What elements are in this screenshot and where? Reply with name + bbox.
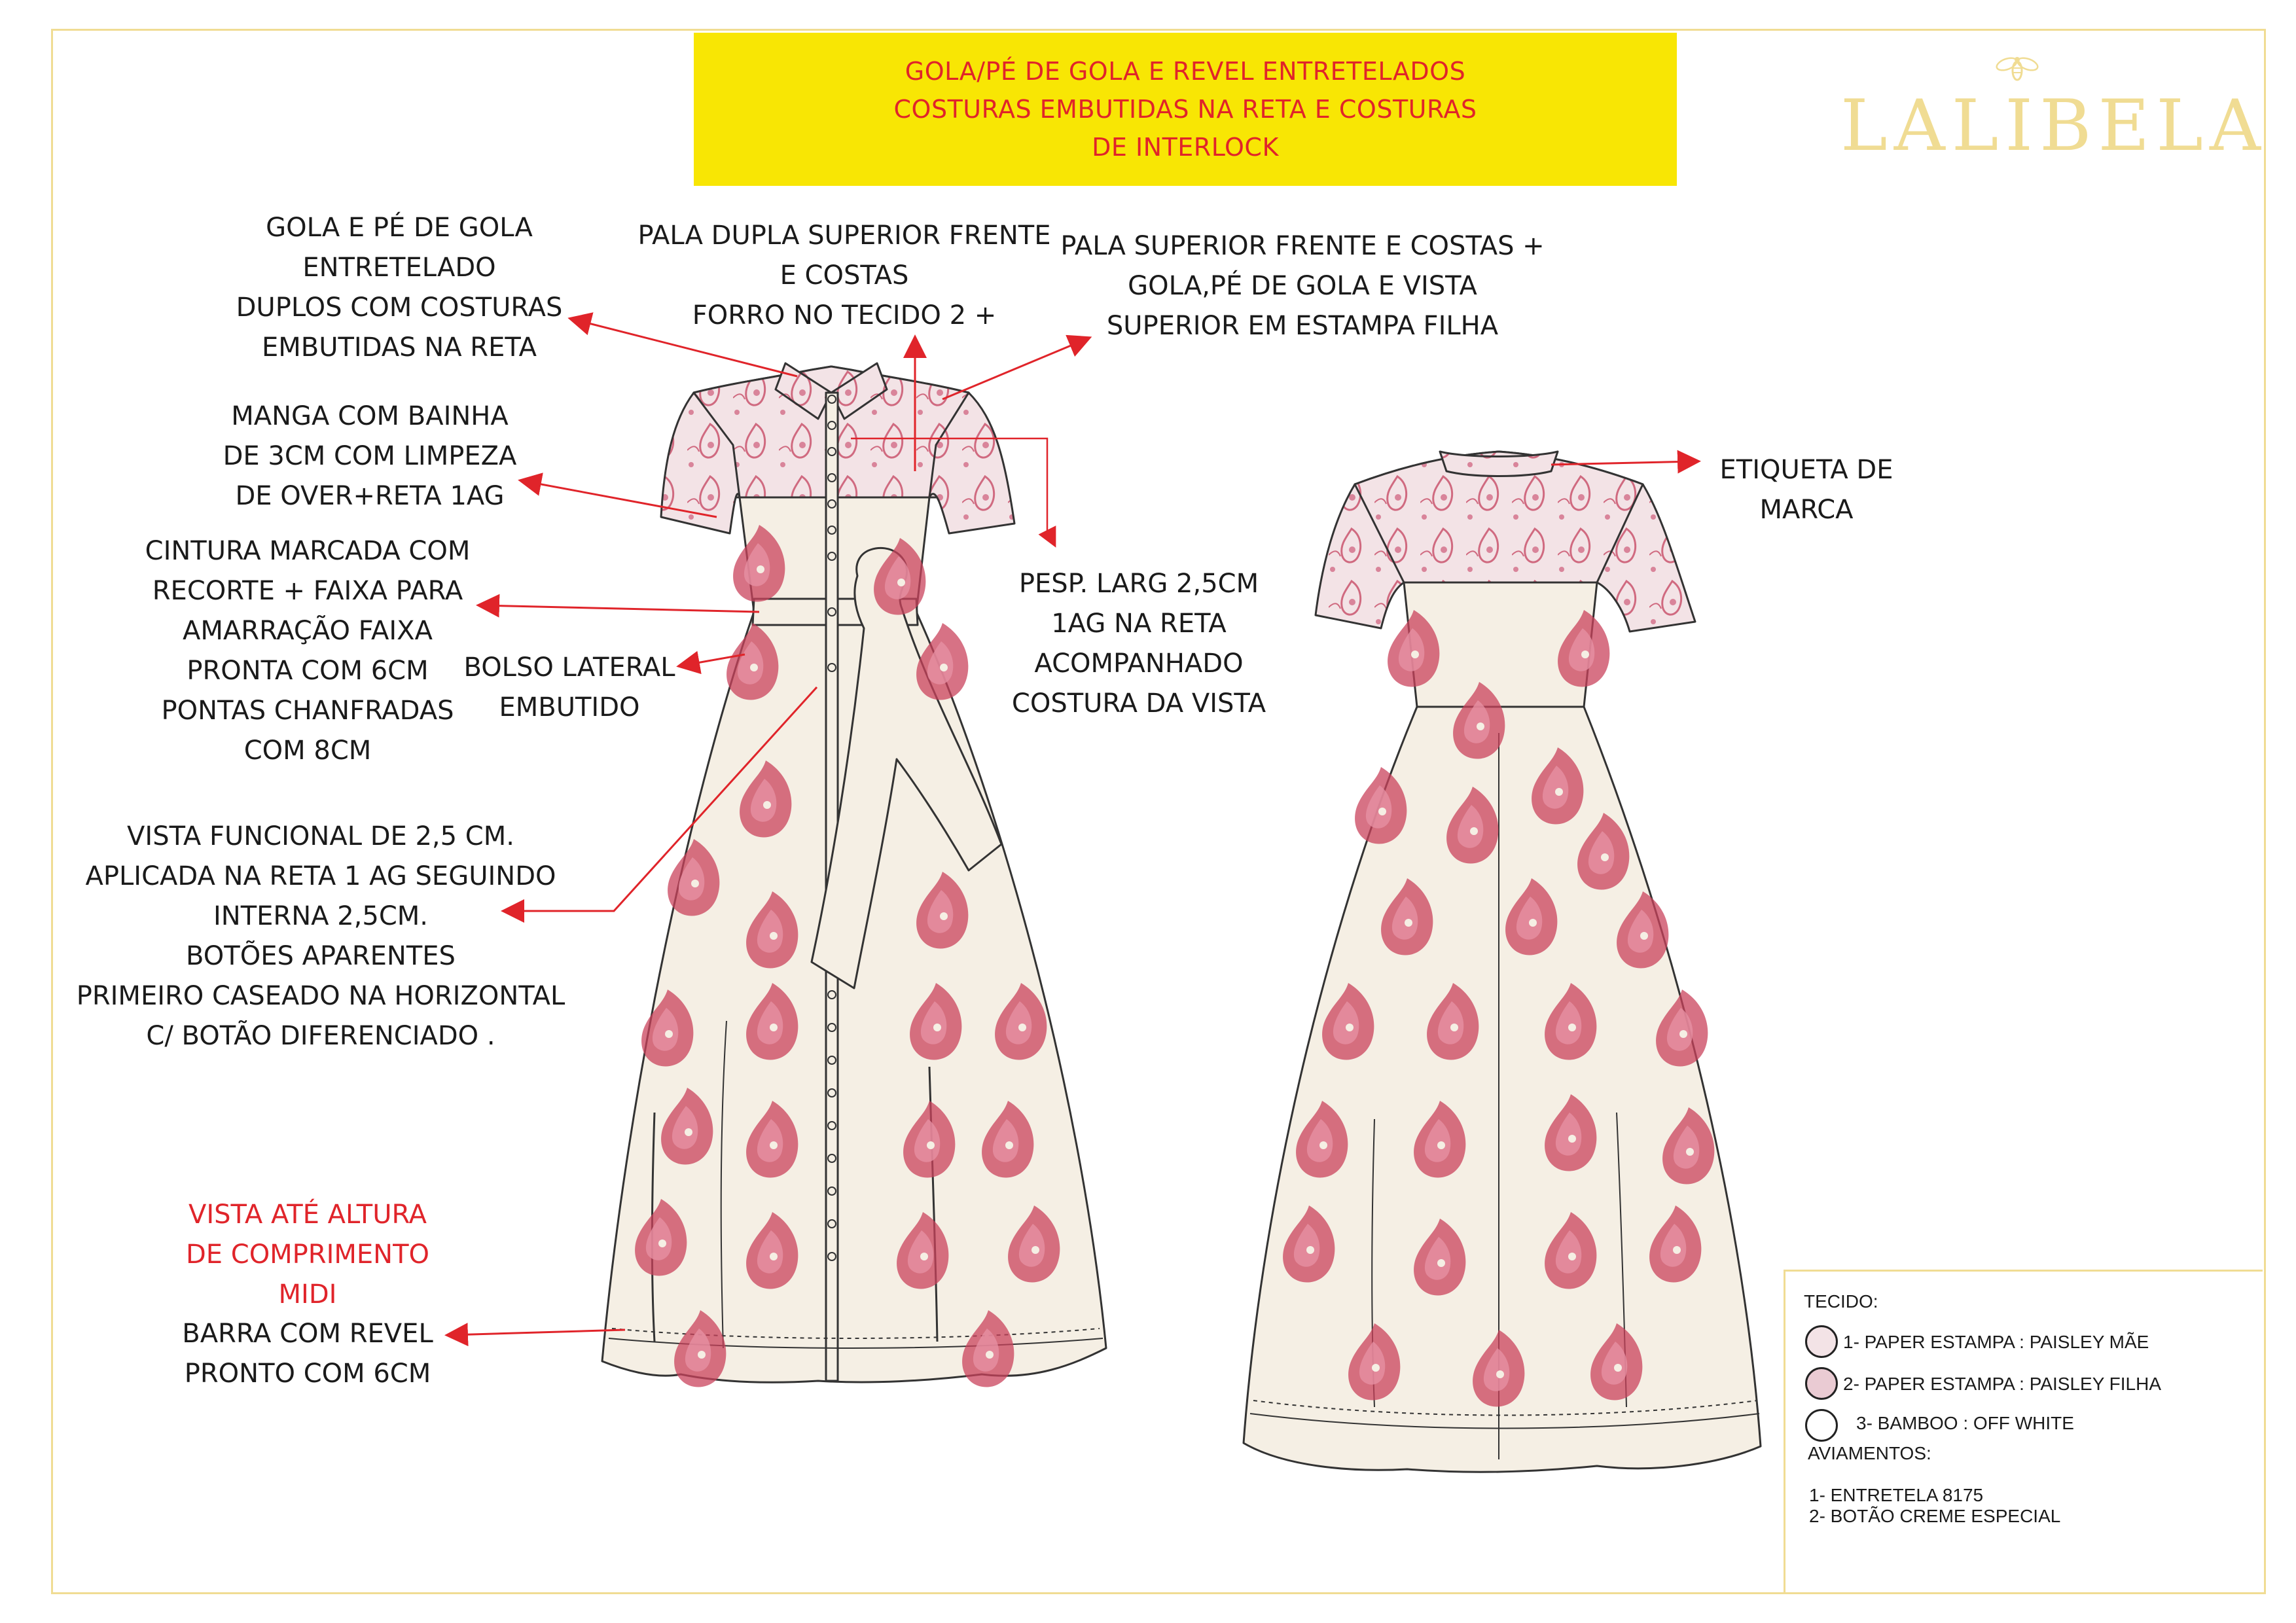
note-cintura: CINTURA MARCADA COM RECORTE + FAIXA PARA AMARRAÇÃO FAIXA PRONTA COM 6CM PONTAS CHANFRADAS COM 8CM — [145, 536, 471, 766]
note-pesp: PESP. LARG 2,5CM 1AG NA RETA ACOMPANHADO COSTURA DA VISTA — [1011, 569, 1266, 719]
swatch-off-white — [1805, 1409, 1838, 1442]
legend-tecido-3: 3- BAMBOO : OFF WHITE — [1856, 1413, 2074, 1433]
swatch-paisley-mae — [1805, 1325, 1838, 1358]
note-pala-superior: PALA SUPERIOR FRENTE E COSTAS + GOLA,PÉ DE GOLA E VISTA SUPERIOR EM ESTAMPA FILHA — [1060, 231, 1545, 341]
legend-tecido-title: TECIDO: — [1804, 1291, 1878, 1311]
fabric-legend — [1784, 1270, 2263, 1594]
banner-line: DE INTERLOCK — [1092, 133, 1279, 162]
legend-tecido-1: 1- PAPER ESTAMPA : PAISLEY MÃE — [1843, 1332, 2149, 1352]
legend-tecido-2: 2- PAPER ESTAMPA : PAISLEY FILHA — [1843, 1374, 2162, 1394]
note-bolso: BOLSO LATERAL EMBUTIDO — [463, 652, 675, 722]
brand-name: LALIBELA — [1840, 85, 2268, 167]
note-manga: MANGA COM BAINHA DE 3CM COM LIMPEZA DE OVER+RETA 1AG — [223, 401, 517, 511]
legend-aviamentos-title: AVIAMENTOS: — [1808, 1443, 1931, 1463]
note-barra: BARRA COM REVEL PRONTO COM 6CM — [182, 1319, 433, 1389]
note-pala-dupla: PALA DUPLA SUPERIOR FRENTE E COSTAS FORRO NO TECIDO 2 + — [637, 221, 1051, 330]
banner-line: COSTURAS EMBUTIDAS NA RETA E COSTURAS — [893, 95, 1477, 124]
legend-aviamento-2: 2- BOTÃO CREME ESPECIAL — [1809, 1506, 2061, 1526]
swatch-paisley-filha — [1805, 1367, 1838, 1400]
note-vista: VISTA FUNCIONAL DE 2,5 CM. APLICADA NA RETA 1 AG SEGUINDO INTERNA 2,5CM. BOTÕES APARENTES PRIMEIRO CASEADO NA HORIZONTAL C/ BOTÃO DIFERENCIADO . — [76, 821, 565, 1051]
note-vista-altura: VISTA ATÉ ALTURA DE COMPRIMENTO MIDI — [185, 1200, 430, 1310]
note-etiqueta: ETIQUETA DE MARCA — [1719, 455, 1893, 525]
back-dress-sketch — [1244, 452, 1761, 1472]
legend-aviamento-1: 1- ENTRETELA 8175 — [1809, 1485, 1984, 1505]
note-gola: GOLA E PÉ DE GOLA ENTRETELADO DUPLOS COM COSTURAS EMBUTIDAS NA RETA — [236, 213, 563, 363]
banner-line: GOLA/PÉ DE GOLA E REVEL ENTRETELADOS — [905, 57, 1466, 86]
